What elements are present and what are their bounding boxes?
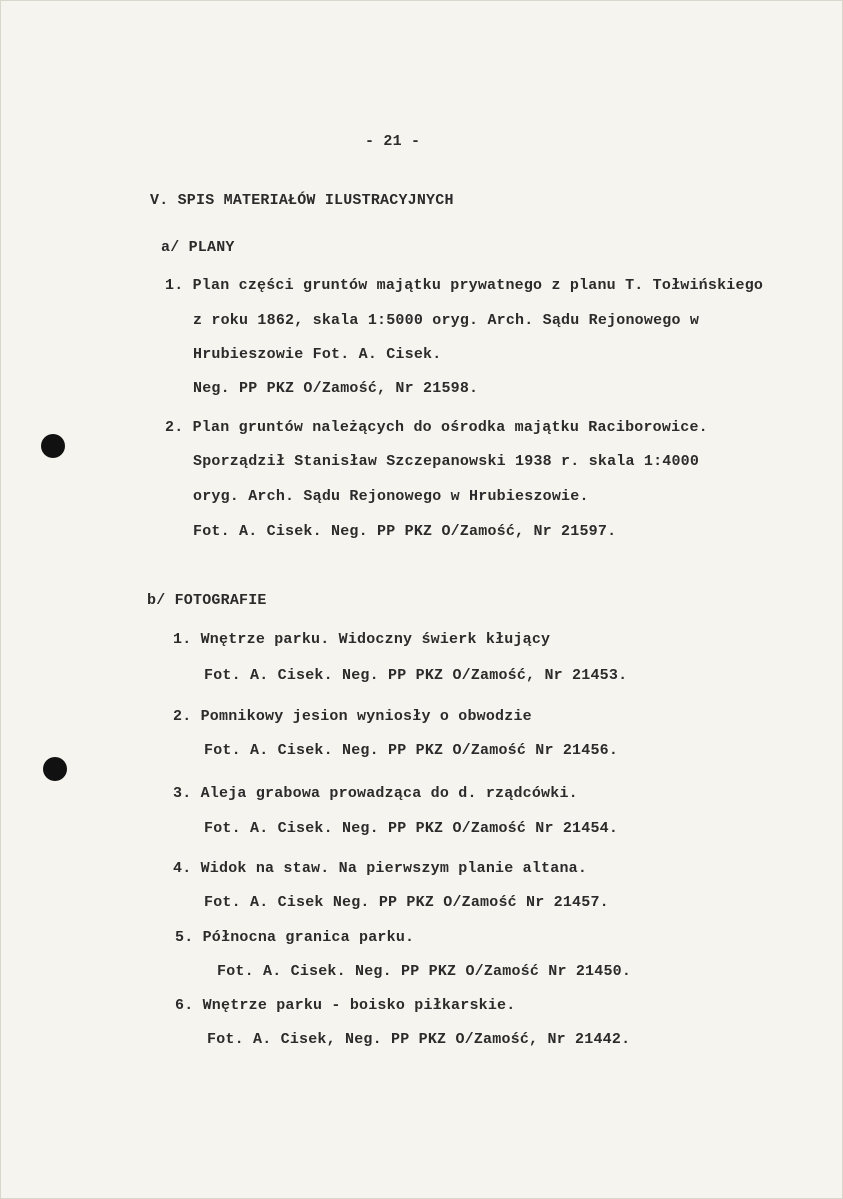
page-number: - 21 -: [365, 133, 421, 150]
punch-hole-bottom: [43, 757, 67, 781]
photo-item-5-ref: Fot. A. Cisek. Neg. PP PKZ O/Zamość Nr 21450.: [217, 963, 632, 980]
plan-item-1-line-1: 1. Plan części gruntów majątku prywatnego z planu T. Tołwińskiego: [165, 277, 764, 294]
photo-item-6-ref: Fot. A. Cisek, Neg. PP PKZ O/Zamość, Nr 21442.: [207, 1031, 631, 1048]
subsection-label-plany: a/ PLANY: [161, 239, 235, 256]
plan-item-2-line-2: Sporządził Stanisław Szczepanowski 1938 r. skala 1:4000: [193, 453, 700, 470]
photo-item-5-title: 5. Północna granica parku.: [175, 929, 415, 946]
photo-item-1-title: 1. Wnętrze parku. Widoczny świerk kłujący: [173, 631, 551, 648]
photo-item-4-ref: Fot. A. Cisek Neg. PP PKZ O/Zamość Nr 21457.: [204, 894, 609, 911]
plan-item-2-line-1: 2. Plan gruntów należących do ośrodka majątku Raciborowice.: [165, 419, 708, 436]
section-heading: V. SPIS MATERIAŁÓW ILUSTRACYJNYCH: [150, 192, 454, 209]
photo-item-6-title: 6. Wnętrze parku - boisko piłkarskie.: [175, 997, 516, 1014]
plan-item-1-line-3: Hrubieszowie Fot. A. Cisek.: [193, 346, 442, 363]
photo-item-3-title: 3. Aleja grabowa prowadząca do d. rządcówki.: [173, 785, 578, 802]
plan-item-2-line-3: oryg. Arch. Sądu Rejonowego w Hrubieszowie.: [193, 488, 589, 505]
plan-item-2-line-4: Fot. A. Cisek. Neg. PP PKZ O/Zamość, Nr 21597.: [193, 523, 617, 540]
photo-item-4-title: 4. Widok na staw. Na pierwszym planie altana.: [173, 860, 588, 877]
photo-item-2-ref: Fot. A. Cisek. Neg. PP PKZ O/Zamość Nr 21456.: [204, 742, 619, 759]
plan-item-1-line-2: z roku 1862, skala 1:5000 oryg. Arch. Sądu Rejonowego w: [193, 312, 700, 329]
punch-hole-top: [41, 434, 65, 458]
photo-item-3-ref: Fot. A. Cisek. Neg. PP PKZ O/Zamość Nr 21454.: [204, 820, 619, 837]
photo-item-2-title: 2. Pomnikowy jesion wyniosły o obwodzie: [173, 708, 532, 725]
plan-item-1-line-4: Neg. PP PKZ O/Zamość, Nr 21598.: [193, 380, 479, 397]
photo-item-1-ref: Fot. A. Cisek. Neg. PP PKZ O/Zamość, Nr 21453.: [204, 667, 628, 684]
subsection-label-fotografie: b/ FOTOGRAFIE: [147, 592, 267, 609]
